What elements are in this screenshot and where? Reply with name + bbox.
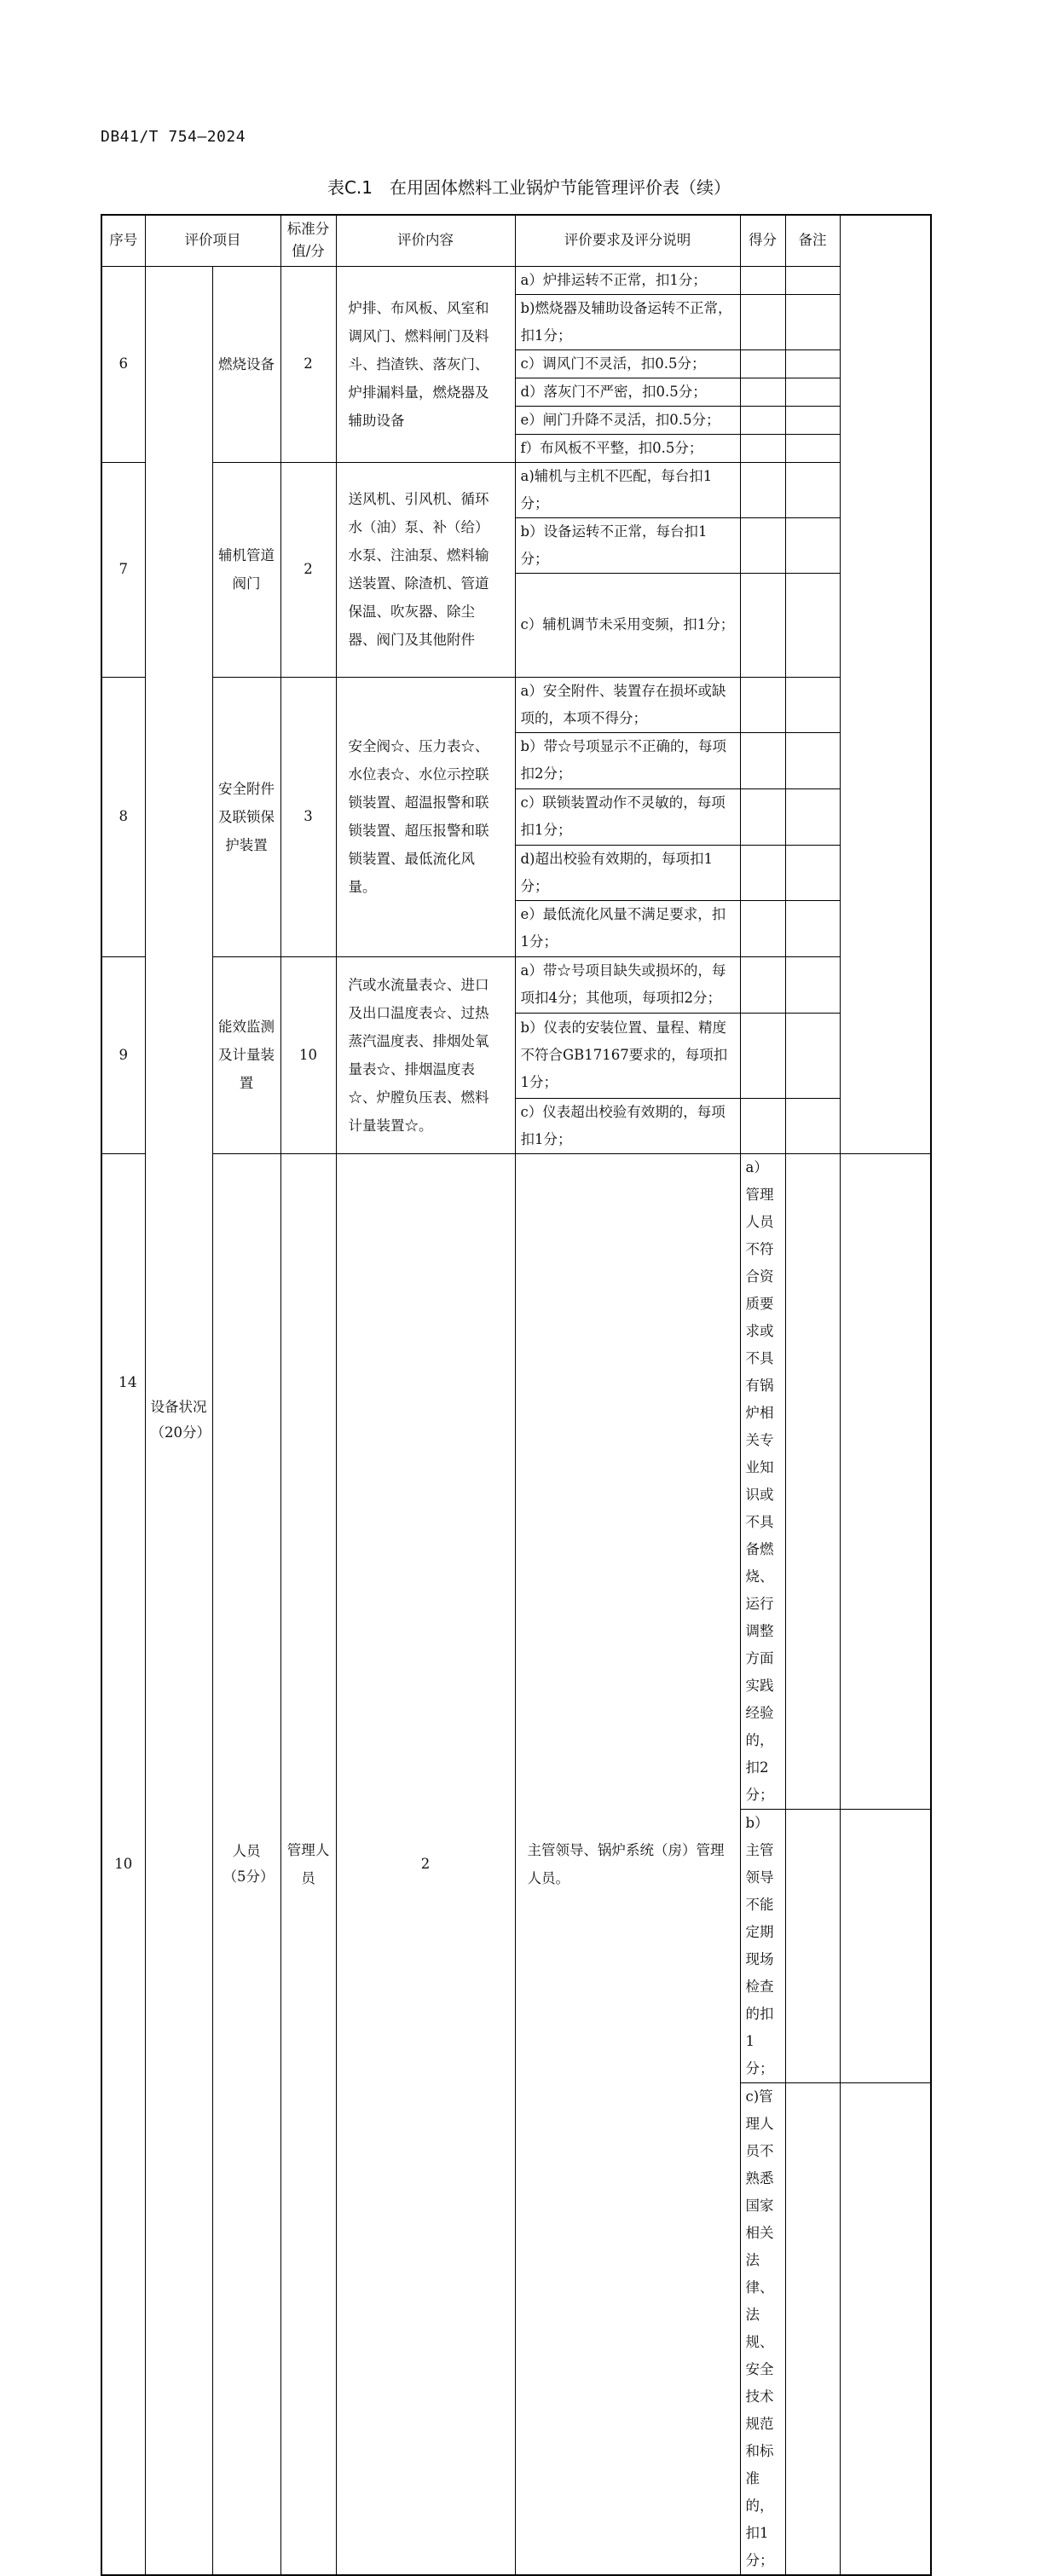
header-project: 评价项目 [145, 215, 280, 266]
header-requirement: 评价要求及评分说明 [515, 215, 740, 266]
note-cell[interactable] [785, 462, 840, 517]
score-got-cell[interactable] [740, 732, 785, 788]
seq-cell: 8 [101, 677, 145, 956]
requirement-cell: c）调风门不灵活，扣0.5分； [515, 349, 740, 378]
note-cell[interactable] [785, 956, 840, 1013]
score-got-cell[interactable] [740, 434, 785, 462]
page-number: 14 [119, 1374, 137, 1391]
note-cell[interactable] [785, 732, 840, 788]
score-got-cell[interactable] [740, 266, 785, 294]
score-cell: 2 [280, 266, 336, 462]
requirement-cell: b)燃烧器及辅助设备运转不正常，扣1分； [515, 294, 740, 349]
requirement-cell: c)管理人员不熟悉国家相关法律、法规、安全技术规范和标准的，扣1分； [740, 2082, 785, 2575]
item-cell: 燃烧设备 [212, 266, 280, 462]
requirement-cell: c）仪表超出校验有效期的，每项扣1分； [515, 1098, 740, 1153]
requirement-cell: a）带☆号项目缺失或损坏的，每项扣4分；其他项，每项扣2分； [515, 956, 740, 1013]
score-got-cell[interactable] [740, 1013, 785, 1098]
content-cell: 汽或水流量表☆、进口及出口温度表☆、过热蒸汽温度表、排烟处氧量表☆、排烟温度表☆、炉膛负压表、燃料计量装置☆。 [336, 956, 515, 1153]
score-got-cell[interactable] [740, 406, 785, 434]
score-got-cell[interactable] [740, 294, 785, 349]
header-score: 标准分值/分 [280, 215, 336, 266]
header-row [101, 215, 931, 266]
requirement-cell: b）仪表的安装位置、量程、精度不符合GB17167要求的，每项扣1分； [515, 1013, 740, 1098]
score-got-cell[interactable] [740, 349, 785, 378]
note-cell[interactable] [785, 406, 840, 434]
document-code: DB41/T 754—2024 [101, 128, 246, 146]
requirement-cell: b）主管领导不能定期现场检查的扣1分； [740, 1809, 785, 2082]
item-cell: 辅机管道阀门 [212, 462, 280, 677]
requirement-cell: e）闸门升降不灵活，扣0.5分； [515, 406, 740, 434]
note-cell[interactable] [785, 1098, 840, 1153]
score-got-cell[interactable] [785, 1153, 840, 1809]
header-seq: 序号 [101, 215, 145, 266]
note-cell[interactable] [840, 1153, 931, 1809]
requirement-cell: b）设备运转不正常，每台扣1分； [515, 517, 740, 573]
content-cell: 炉排、布风板、风室和调风门、燃料闸门及料斗、挡渣铁、落灰门、炉排漏料量，燃烧器及辅助设备 [336, 266, 515, 462]
requirement-cell: a)辅机与主机不匹配，每台扣1分； [515, 462, 740, 517]
table-row [101, 677, 931, 732]
item-cell: 能效监测及计量装置 [212, 956, 280, 1153]
requirement-cell: a）炉排运转不正常，扣1分； [515, 266, 740, 294]
seq-cell: 10 [101, 1153, 145, 2575]
note-cell[interactable] [785, 1013, 840, 1098]
group-cell-equipment: 设备状况（20分） [145, 266, 212, 2575]
table-row [101, 956, 931, 1013]
score-cell: 3 [280, 677, 336, 956]
note-cell[interactable] [840, 2082, 931, 2575]
note-cell[interactable] [785, 845, 840, 900]
score-got-cell[interactable] [785, 1809, 840, 2082]
score-cell: 2 [336, 1153, 515, 2575]
content-cell: 送风机、引风机、循环水（油）泵、补（给）水泵、注油泵、燃料输送装置、除渣机、管道保温、吹灰器、除尘器、阀门及其他附件 [336, 462, 515, 677]
requirement-cell: f）布风板不平整，扣0.5分； [515, 434, 740, 462]
score-got-cell[interactable] [740, 845, 785, 900]
header-content: 评价内容 [336, 215, 515, 266]
score-cell: 2 [280, 462, 336, 677]
note-cell[interactable] [785, 434, 840, 462]
seq-cell: 6 [101, 266, 145, 462]
requirement-cell: a）安全附件、装置存在损坏或缺项的，本项不得分； [515, 677, 740, 732]
score-got-cell[interactable] [740, 788, 785, 845]
note-cell[interactable] [785, 677, 840, 732]
item-cell: 安全附件及联锁保护装置 [212, 677, 280, 956]
score-cell: 10 [280, 956, 336, 1153]
header-note: 备注 [785, 215, 840, 266]
table-row [101, 462, 931, 517]
seq-cell: 7 [101, 462, 145, 677]
note-cell[interactable] [785, 900, 840, 956]
requirement-cell: c）辅机调节未采用变频，扣1分； [515, 573, 740, 677]
item-cell: 管理人员 [280, 1153, 336, 2575]
header-got: 得分 [740, 215, 785, 266]
score-got-cell[interactable] [740, 1098, 785, 1153]
requirement-cell: a）管理人员不符合资质要求或不具有锅炉相关专业知识或不具备燃烧、运行调整方面实践经验的，扣2分； [740, 1153, 785, 1809]
note-cell[interactable] [785, 573, 840, 677]
note-cell[interactable] [785, 788, 840, 845]
requirement-cell: d)超出校验有效期的，每项扣1分； [515, 845, 740, 900]
score-got-cell[interactable] [740, 956, 785, 1013]
table-row [101, 266, 931, 294]
score-got-cell[interactable] [785, 2082, 840, 2575]
content-cell: 安全阀☆、压力表☆、水位表☆、水位示控联锁装置、超温报警和联锁装置、超压报警和联锁装置、最低流化风量。 [336, 677, 515, 956]
note-cell[interactable] [785, 266, 840, 294]
score-got-cell[interactable] [740, 462, 785, 517]
score-got-cell[interactable] [740, 517, 785, 573]
table-row [101, 1153, 931, 1809]
requirement-cell: d）落灰门不严密，扣0.5分； [515, 378, 740, 406]
score-got-cell[interactable] [740, 573, 785, 677]
requirement-cell: b）带☆号项显示不正确的，每项扣2分； [515, 732, 740, 788]
note-cell[interactable] [785, 378, 840, 406]
note-cell[interactable] [840, 1809, 931, 2082]
score-got-cell[interactable] [740, 900, 785, 956]
table-title: 表C.1 在用固体燃料工业锅炉节能管理评价表（续） [327, 177, 731, 198]
note-cell[interactable] [785, 349, 840, 378]
note-cell[interactable] [785, 517, 840, 573]
seq-cell: 9 [101, 956, 145, 1153]
content-cell: 主管领导、锅炉系统（房）管理人员。 [515, 1153, 740, 2575]
evaluation-table [101, 214, 932, 2576]
score-got-cell[interactable] [740, 677, 785, 732]
note-cell[interactable] [785, 294, 840, 349]
score-got-cell[interactable] [740, 378, 785, 406]
group-cell-personnel: 人员（5分） [212, 1153, 280, 2575]
requirement-cell: c）联锁装置动作不灵敏的，每项扣1分； [515, 788, 740, 845]
requirement-cell: e）最低流化风量不满足要求，扣1分； [515, 900, 740, 956]
